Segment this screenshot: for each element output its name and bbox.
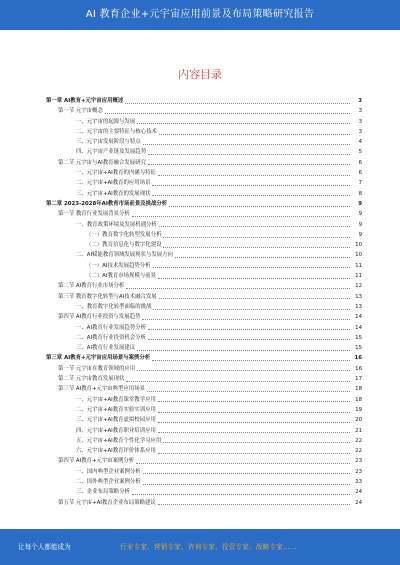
toc-page-number: 14: [355, 324, 362, 331]
toc-leader-dots: [136, 463, 350, 464]
toc-page-number: 12: [355, 283, 362, 290]
toc-entry-text: 第四节 AI教育+元宇宙案例分析: [58, 458, 135, 465]
toc-entry-text: 第一节 元宇宙概念: [58, 108, 103, 115]
toc-leader-dots: [143, 473, 350, 474]
toc-entry-text: 一、教育政策环境及发展机遇分析: [76, 221, 157, 228]
toc-entry-row[interactable]: [46, 364, 362, 374]
toc-leader-dots: [137, 370, 350, 371]
toc-entry-row[interactable]: [46, 477, 362, 487]
toc-entry-text: 三、AI教育行业发展建议: [76, 345, 136, 352]
toc-leader-dots: [147, 391, 350, 392]
toc-entry-row[interactable]: [46, 292, 362, 302]
toc-leader-dots: [126, 288, 350, 289]
toc-entry-row[interactable]: [46, 106, 362, 116]
toc-entry-row[interactable]: [46, 209, 362, 219]
toc-entry-row[interactable]: [46, 271, 362, 281]
toc-entry-text: 三、企业布局策略分析: [76, 489, 130, 496]
toc-entry-row[interactable]: [46, 343, 362, 353]
toc-entry-text: （一）教育数字化转型发展分析: [86, 231, 162, 238]
toc-entry-text: 五、元宇宙+AI教育个性化学习应用: [76, 437, 162, 444]
toc-leader-dots: [163, 237, 350, 238]
toc-page-number: 22: [355, 437, 362, 444]
toc-page-number: 18: [355, 396, 362, 403]
toc-leader-dots: [153, 309, 350, 310]
toc-entry-text: 三、元宇宙发展阶段与特点: [76, 139, 141, 146]
toc-entry-text: 第二节 元宇宙与AI教育融合发展研究: [58, 159, 146, 166]
toc-entry-row[interactable]: [46, 281, 362, 291]
toc-page-number: 23: [355, 458, 362, 465]
toc-leader-dots: [158, 401, 350, 402]
toc-entry-row[interactable]: [46, 158, 362, 168]
toc-entry-row[interactable]: [46, 446, 362, 456]
toc-leader-dots: [169, 206, 350, 207]
toc-entry-row[interactable]: [46, 426, 362, 436]
toc-page-number: 5: [358, 149, 362, 156]
toc-entry-row[interactable]: [46, 250, 362, 260]
toc-entry-text: 一、元宇宙+AI教育课堂教学应用: [76, 396, 156, 403]
toc-entry-text: 第三节 教育数字化转型与AI技术融合发展: [58, 293, 157, 300]
toc-entry-text: 二、元宇宙的主要特征与核心技术: [76, 128, 157, 135]
toc-page-number: 16: [355, 365, 362, 372]
toc-leader-dots: [152, 185, 350, 186]
toc-leader-dots: [152, 195, 350, 196]
toc-entry-text: 第一节 教育行业发展背景分析: [58, 211, 130, 218]
toc-leader-dots: [159, 226, 350, 227]
toc-leader-dots: [148, 329, 350, 330]
toc-entry-text: 一、教育数字化转型面临的挑战: [76, 303, 152, 310]
toc-entry-text: 四、元宇宙产业链及发展趋势: [76, 149, 147, 156]
toc-entry-text: 二、元宇宙+AI教育实验实训应用: [76, 406, 156, 413]
toc-leader-dots: [153, 267, 350, 268]
toc-page-number: 16: [354, 355, 362, 362]
toc-entry-row[interactable]: [46, 395, 362, 405]
toc-entry-text: 第二节 元宇宙教育发展现状: [58, 376, 125, 383]
toc-entry-text: 三、元宇宙+AI教育的发展现状: [76, 190, 151, 197]
toc-entry-row[interactable]: [46, 137, 362, 147]
toc-leader-dots: [148, 164, 350, 165]
toc-chapter-row[interactable]: [46, 353, 362, 363]
toc-page-number: 15: [355, 345, 362, 352]
toc-page-number: 3: [358, 98, 362, 104]
toc-heading: 内容目录: [178, 68, 222, 81]
toc-leader-dots: [132, 494, 350, 495]
toc-leader-dots: [175, 257, 350, 258]
toc-entry-row[interactable]: [46, 415, 362, 425]
toc-entry-text: 六、元宇宙+AI教育评价体系应用: [76, 448, 156, 455]
footer-slogan-right: 行业专家、营销专家、咨询专家、投资专家、战略专家……: [120, 543, 297, 551]
toc-leader-dots: [159, 298, 350, 299]
report-title: AI 教育企业+元宇宙应用前景及布局策略研究报告: [85, 9, 315, 20]
toc-page-number: 11: [355, 262, 362, 269]
toc-entry-row[interactable]: [46, 178, 362, 188]
toc-leader-dots: [158, 453, 350, 454]
toc-entry-row[interactable]: [46, 127, 362, 137]
toc-leader-dots: [163, 247, 350, 248]
toc-page-number: 23: [355, 468, 362, 475]
toc-entry-row[interactable]: [46, 117, 362, 127]
toc-page-number: 14: [355, 314, 362, 321]
toc-entry-text: 第五节 元宇宙+AI教育企业布局策略建议: [58, 499, 156, 506]
toc-entry-row[interactable]: [46, 333, 362, 343]
footer-slogan-left: 让每个人都能成为: [18, 543, 71, 551]
toc-leader-dots: [158, 412, 350, 413]
toc-entry-row[interactable]: [46, 456, 362, 466]
toc-leader-dots: [159, 134, 350, 135]
toc-page-number: 17: [355, 376, 362, 383]
toc-leader-dots: [158, 175, 350, 176]
toc-entry-row[interactable]: [46, 240, 362, 250]
toc-leader-dots: [158, 504, 350, 505]
toc-entry-text: 二、国外典型企业案例分析: [76, 478, 141, 485]
toc-entry-row[interactable]: [46, 189, 362, 199]
toc-entry-text: 第二节 AI教育行业市场分析: [58, 283, 125, 290]
toc-entry-text: 二、元宇宙+AI教育的应用场景: [76, 180, 151, 187]
toc-entry-text: 二、AI教育行业投资机会分析: [76, 334, 146, 341]
toc-entry-row[interactable]: [46, 467, 362, 477]
toc-entry-row[interactable]: [46, 323, 362, 333]
toc-entry-row[interactable]: [46, 147, 362, 157]
toc-leader-dots: [132, 216, 350, 217]
toc-page-number: 4: [358, 139, 362, 146]
toc-page-number: 22: [355, 448, 362, 455]
toc-entry-row[interactable]: [46, 230, 362, 240]
toc-page-number: 9: [358, 200, 362, 207]
toc-entry-text: 第二章 2023-2028年AI教育市场前景及挑战分析: [46, 200, 168, 207]
toc-entry-text: 二、AI赋能教育领域发展现状与发展方向: [76, 252, 173, 259]
toc-page-number: 11: [355, 273, 362, 280]
table-of-contents: [46, 96, 362, 508]
toc-leader-dots: [152, 360, 350, 361]
toc-leader-dots: [142, 319, 350, 320]
toc-leader-dots: [143, 144, 350, 145]
toc-leader-dots: [148, 339, 350, 340]
toc-entry-row[interactable]: [46, 168, 362, 178]
toc-leader-dots: [126, 381, 350, 382]
toc-leader-dots: [105, 113, 350, 114]
toc-entry-row[interactable]: [46, 487, 362, 497]
toc-entry-row[interactable]: [46, 436, 362, 446]
toc-page-number: 23: [355, 478, 362, 485]
toc-entry-text: 第四节 AI教育行业投资与发展趋势: [58, 314, 141, 321]
toc-entry-text: 第一章 AI教育+元宇宙应用概述: [46, 98, 124, 104]
toc-page-number: 9: [358, 231, 362, 238]
toc-entry-row[interactable]: [46, 498, 362, 508]
toc-entry-text: 第三节 AI教育+元宇宙典型应用场景: [58, 386, 145, 393]
toc-entry-text: 第一节 元宇宙在教育领域的应用: [58, 365, 136, 372]
toc-page-number: 3: [358, 108, 362, 115]
report-header-bar: [0, 0, 400, 30]
toc-page-number: 10: [355, 252, 362, 259]
toc-page-number: 18: [355, 386, 362, 393]
toc-entry-text: 一、元宇宙的起源与发展: [76, 118, 136, 125]
footer-bar: [0, 529, 400, 565]
toc-page-number: 9: [358, 211, 362, 218]
toc-leader-dots: [163, 442, 350, 443]
toc-entry-text: 三、元宇宙+AI教育虚拟校园应用: [76, 417, 156, 424]
toc-entry-row[interactable]: [46, 374, 362, 384]
toc-entry-row[interactable]: [46, 220, 362, 230]
toc-leader-dots: [158, 422, 350, 423]
toc-entry-text: 一、元宇宙+AI教育的内涵与特征: [76, 170, 156, 177]
toc-page-number: 9: [358, 221, 362, 228]
toc-page-number: 6: [358, 159, 362, 166]
toc-entry-text: （二）教育信息化与数字化建设: [86, 242, 162, 249]
toc-entry-row[interactable]: [46, 261, 362, 271]
toc-page-number: 13: [355, 293, 362, 300]
toc-entry-text: 一、AI教育行业发展趋势分析: [76, 324, 146, 331]
toc-leader-dots: [158, 432, 350, 433]
toc-leader-dots: [158, 278, 350, 279]
toc-chapter-row[interactable]: [46, 96, 362, 106]
toc-entry-text: 一、国内典型企业案例分析: [76, 468, 141, 475]
toc-entry-text: 四、元宇宙+AI教育职业培训应用: [76, 427, 156, 434]
toc-leader-dots: [148, 154, 350, 155]
toc-leader-dots: [137, 123, 350, 124]
toc-page-number: 3: [358, 128, 362, 135]
toc-leader-dots: [137, 350, 350, 351]
toc-entry-row[interactable]: [46, 302, 362, 312]
toc-page-number: 24: [355, 499, 362, 506]
toc-entry-text: （二）AI教育市场规模与前景: [86, 273, 156, 280]
toc-entry-row[interactable]: [46, 312, 362, 322]
toc-page-number: 13: [355, 303, 362, 310]
toc-page-number: 21: [355, 427, 362, 434]
toc-page-number: 24: [355, 489, 362, 496]
toc-page-number: 15: [355, 334, 362, 341]
toc-entry-row[interactable]: [46, 405, 362, 415]
toc-chapter-row[interactable]: [46, 199, 362, 209]
toc-entry-text: 第三章 AI教育+元宇宙应用场景与案例分析: [46, 355, 151, 362]
toc-entry-text: （一）AI技术发展趋势分析: [86, 262, 151, 269]
toc-page-number: 19: [355, 406, 362, 413]
toc-page-number: 10: [355, 242, 362, 249]
toc-page-number: 6: [358, 170, 362, 177]
toc-page-number: 3: [358, 118, 362, 125]
toc-leader-dots: [125, 103, 350, 104]
toc-entry-row[interactable]: [46, 384, 362, 394]
toc-page-number: 20: [355, 417, 362, 424]
toc-page-number: 7: [358, 180, 362, 187]
toc-leader-dots: [143, 484, 350, 485]
toc-page-number: 8: [358, 190, 362, 197]
